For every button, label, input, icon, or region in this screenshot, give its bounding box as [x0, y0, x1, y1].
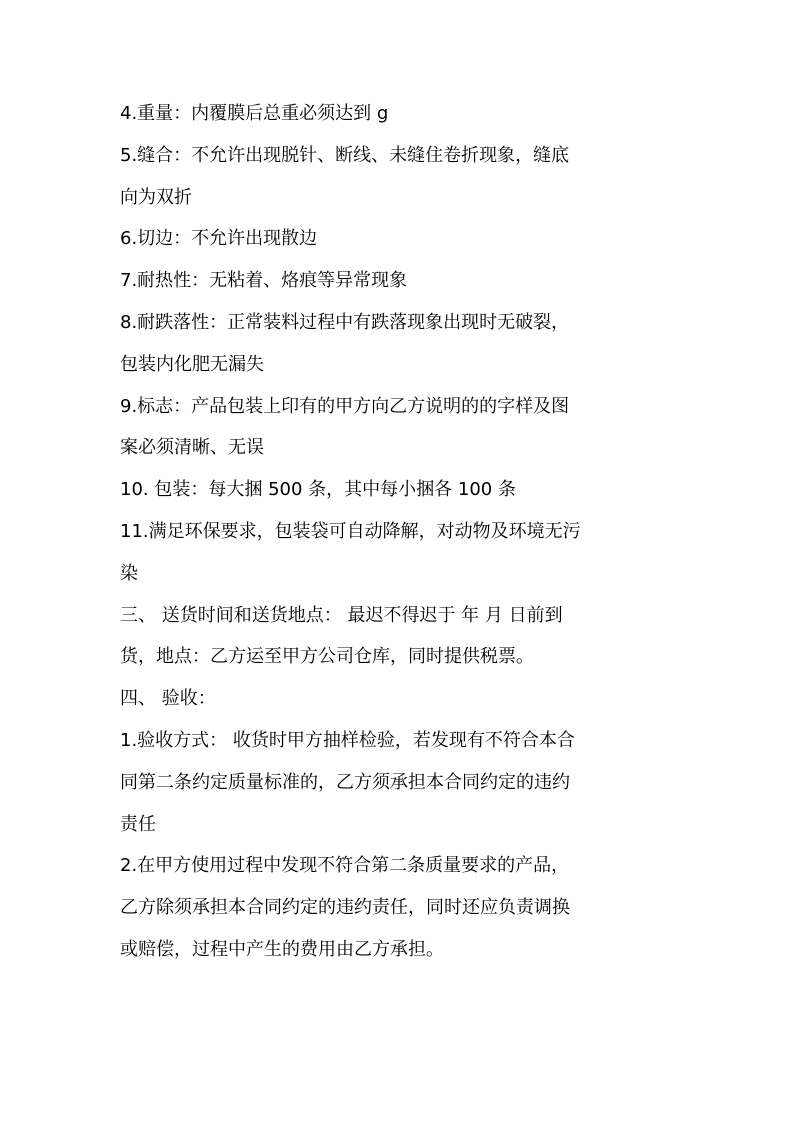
text-line: 案必须清晰、无误 [120, 437, 264, 459]
text-line: 或赔偿，过程中产生的费用由乙方承担。 [120, 938, 444, 960]
text-line: 2.在甲方使用过程中发现不符合第二条质量要求的产品， [120, 855, 570, 877]
text-line: 染 [120, 562, 138, 584]
text-line: 9.标志：产品包装上印有的甲方向乙方说明的的字样及图 [120, 395, 570, 417]
text-line: 1.验收方式： 收货时甲方抽样检验，若发现有不符合本合 [120, 729, 575, 751]
text-line: 8.耐跌落性：正常装料过程中有跌落现象出现时无破裂， [120, 311, 570, 333]
text-line: 乙方除须承担本合同约定的违约责任，同时还应负责调换 [120, 897, 570, 919]
text-line: 包装内化肥无漏失 [120, 353, 264, 375]
text-line: 向为双折 [120, 186, 192, 208]
section-heading: 四、 验收： [120, 688, 216, 710]
document-body [120, 93, 676, 971]
text-line: 7.耐热性：无粘着、烙痕等异常现象 [120, 270, 408, 292]
text-line: 10. 包装：每大捆 500 条，其中每小捆各 100 条 [120, 479, 516, 501]
text-line: 货，地点：乙方运至甲方公司仓库，同时提供税票。 [120, 646, 534, 668]
section-heading: 三、 送货时间和送货地点： 最迟不得迟于 年 月 日前到 [120, 604, 563, 626]
text-line: 6.切边：不允许出现散边 [120, 228, 318, 250]
text-line: 5.缝合：不允许出现脱针、断线、未缝住卷折现象，缝底 [120, 144, 570, 166]
text-line: 同第二条约定质量标准的，乙方须承担本合同约定的违约 [120, 771, 570, 793]
text-line: 责任 [120, 813, 156, 835]
text-line: 11.满足环保要求，包装袋可自动降解，对动物及环境无污 [120, 520, 581, 542]
text-line: 4.重量：内覆膜后总重必须达到 g [120, 103, 389, 124]
